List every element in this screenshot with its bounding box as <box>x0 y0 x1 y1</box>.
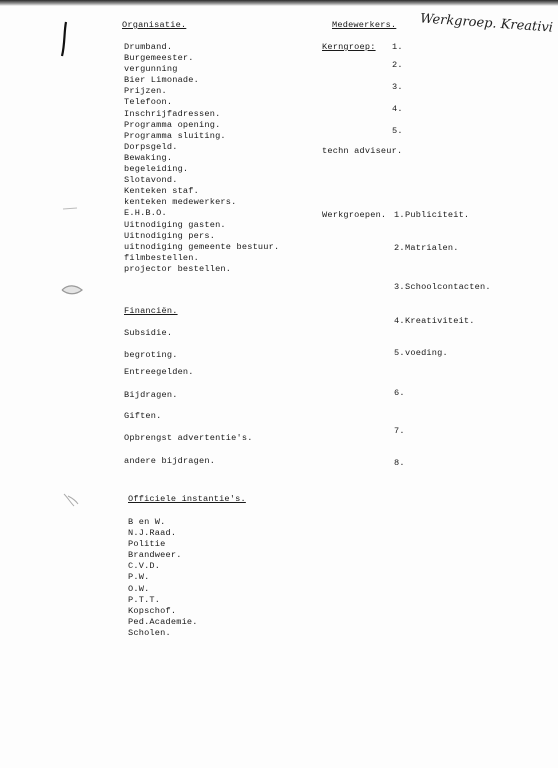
officiele-heading: Officiele instantie's. <box>128 494 246 504</box>
list-item: Kenteken staf. <box>124 186 199 197</box>
werkgroep-name: Publiciteit. <box>405 210 470 220</box>
list-item: andere bijdragen. <box>124 456 216 466</box>
officiele-list <box>128 517 198 639</box>
list-item: Uitnodiging gasten. <box>124 219 226 230</box>
list-item: Giften. <box>124 411 162 421</box>
techn-adviseur: techn adviseur. <box>322 146 403 156</box>
list-item: N.J.Raad. <box>128 528 177 539</box>
werkgroep-name: voeding. <box>405 348 448 358</box>
medewerkers-heading: Medewerkers. <box>332 20 397 30</box>
kerngroep-number: 1. <box>392 42 403 52</box>
werkgroep-number: 2. <box>394 243 405 253</box>
werkgroep-number: 1. <box>394 210 405 220</box>
list-item: Subsidie. <box>124 328 173 338</box>
list-item: Brandweer. <box>128 550 182 561</box>
scratch-mark <box>62 205 78 213</box>
werkgroep-name: Kreativiteit. <box>405 316 475 326</box>
list-item: vergunning <box>124 64 178 75</box>
organisatie-heading: Organisatie. <box>122 20 187 30</box>
list-item: Dorpsgeld. <box>124 141 178 152</box>
werkgroep-number: 8. <box>394 458 405 468</box>
list-item: B en W. <box>128 517 166 527</box>
list-item: begroting. <box>124 350 178 360</box>
werkgroep-number: 4. <box>394 316 405 326</box>
hole-punch-mark <box>60 492 80 508</box>
list-item: Scholen. <box>128 627 171 638</box>
list-item: Inschrijfadressen. <box>124 108 221 119</box>
list-item: Burgemeester. <box>124 53 194 64</box>
list-item: C.V.D. <box>128 561 161 572</box>
list-item: Programma opening. <box>124 119 221 130</box>
list-item: Programma sluiting. <box>124 130 226 141</box>
list-item: Prijzen. <box>124 86 167 97</box>
list-item: Telefoon. <box>124 97 173 108</box>
list-item: O.W. <box>128 583 150 594</box>
werkgroep-number: 3. <box>394 282 405 292</box>
kerngroep-number: 4. <box>392 104 403 114</box>
werkgroep-number: 7. <box>394 426 405 436</box>
list-item: kenteken medewerkers. <box>124 197 237 208</box>
kerngroep-number: 2. <box>392 60 403 70</box>
werkgroepen-label: Werkgroepen. <box>322 210 387 220</box>
list-item: Ped.Academie. <box>128 616 198 627</box>
list-item: Slotavond. <box>124 175 178 186</box>
list-item: uitnodiging gemeente bestuur. <box>124 241 280 252</box>
list-item: Bewaking. <box>124 152 173 163</box>
financien-heading: Financiën. <box>124 306 178 316</box>
list-item: E.H.B.O. <box>124 208 167 219</box>
werkgroep-number: 6. <box>394 388 405 398</box>
list-item: Drumband. <box>124 42 173 52</box>
list-item: begeleiding. <box>124 164 189 175</box>
kerngroep-number: 3. <box>392 82 403 92</box>
hole-punch-mark <box>60 283 84 297</box>
kerngroep-number: 5. <box>392 126 403 136</box>
kerngroep-label: Kerngroep: <box>322 42 376 52</box>
list-item: Uitnodiging pers. <box>124 230 216 241</box>
list-item: projector bestellen. <box>124 263 232 274</box>
list-item: Entreegelden. <box>124 367 194 377</box>
werkgroep-name: Schoolcontacten. <box>405 282 491 292</box>
list-item: filmbestellen. <box>124 252 199 263</box>
werkgroep-number: 5. <box>394 348 405 358</box>
margin-bracket-mark <box>58 20 72 60</box>
list-item: Opbrengst advertentie's. <box>124 433 253 443</box>
list-item: P.W. <box>128 572 150 583</box>
organisatie-list <box>124 42 279 275</box>
list-item: Bier Limonade. <box>124 75 199 86</box>
handwritten-note: Werkgroep. Kreativi <box>419 11 554 36</box>
list-item: Bijdragen. <box>124 390 178 400</box>
list-item: Politie <box>128 539 166 550</box>
list-item: P.T.T. <box>128 594 161 605</box>
werkgroep-name: Matrialen. <box>405 243 459 253</box>
list-item: Kopschof. <box>128 605 177 616</box>
